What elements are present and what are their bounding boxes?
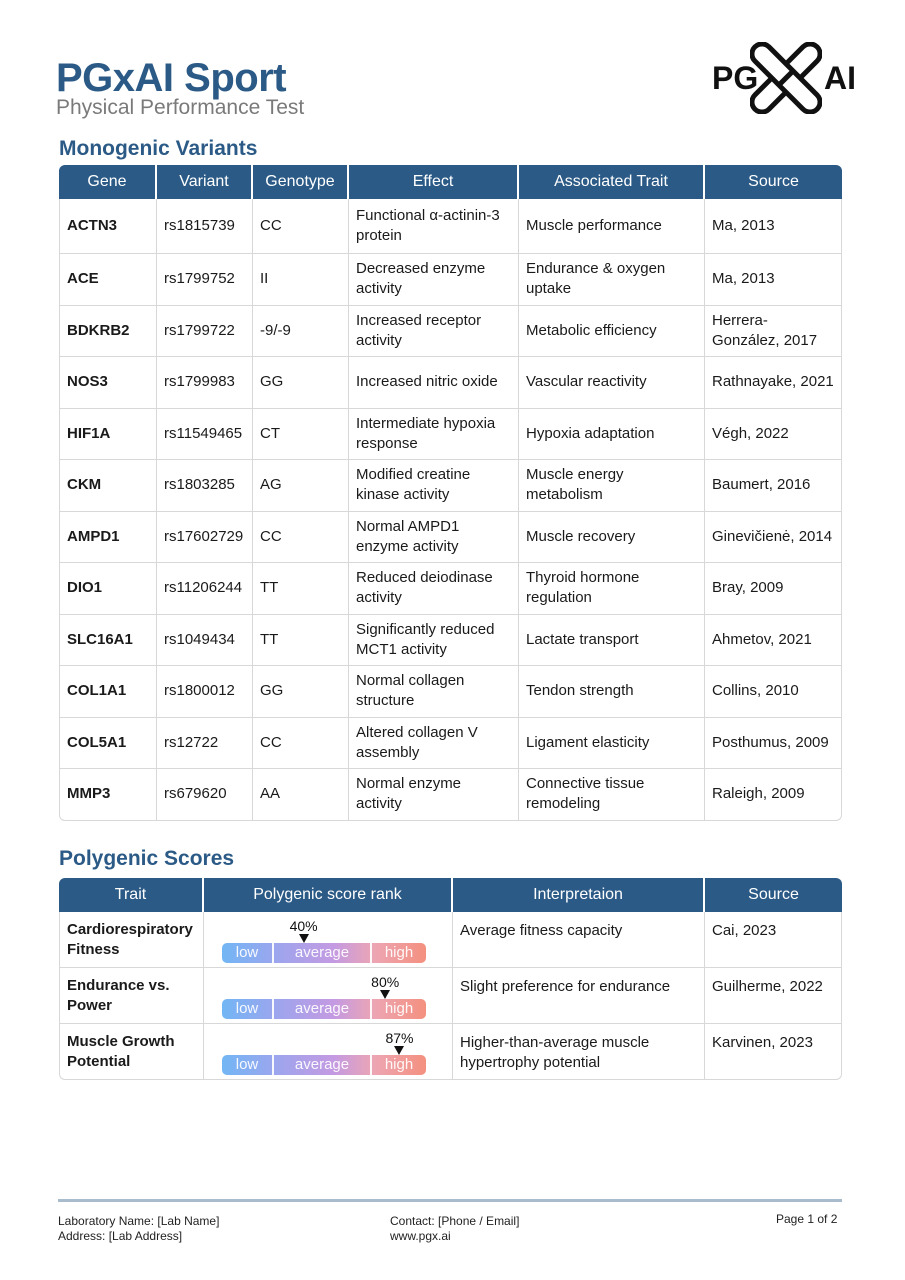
poly-trait-cell: Endurance vs. Power — [59, 968, 204, 1024]
gene-cell: ACTN3 — [59, 199, 157, 254]
gene-cell: MMP3 — [59, 769, 157, 821]
monogenic-row — [59, 199, 842, 254]
trait-cell: Endurance & oxygen uptake — [519, 254, 705, 306]
trait-cell: Connective tissue remodeling — [519, 769, 705, 821]
monogenic-row — [59, 306, 842, 358]
genotype-cell: GG — [253, 666, 349, 718]
polygenic-table — [59, 878, 842, 1080]
polygenic-row — [59, 1024, 842, 1080]
footer-address: Address: [Lab Address] — [58, 1229, 183, 1243]
footer-page-number: Page 1 of 2 — [776, 1212, 838, 1226]
col-header-poly-source: Source — [705, 878, 842, 912]
variant-cell: rs11549465 — [157, 409, 253, 461]
col-header-score-rank: Polygenic score rank — [204, 878, 453, 912]
effect-cell: Intermediate hypoxia response — [349, 409, 519, 461]
source-cell: Ma, 2013 — [705, 199, 842, 254]
scale-low-segment: low — [222, 943, 274, 963]
footer-lab-info — [58, 1214, 219, 1244]
effect-cell: Significantly reduced MCT1 activity — [349, 615, 519, 667]
interpretation-cell: Slight preference for endurance — [453, 968, 705, 1024]
col-header-effect: Effect — [349, 165, 519, 199]
monogenic-row — [59, 460, 842, 512]
score-rank-cell — [204, 968, 453, 1024]
gene-cell: CKM — [59, 460, 157, 512]
triangle-down-icon — [394, 1046, 404, 1055]
logo-pg-text: PG — [712, 60, 759, 96]
variant-cell: rs11206244 — [157, 563, 253, 615]
effect-cell: Reduced deiodinase activity — [349, 563, 519, 615]
genotype-cell: AG — [253, 460, 349, 512]
score-scale-bar — [222, 1055, 426, 1075]
gene-cell: DIO1 — [59, 563, 157, 615]
col-header-source: Source — [705, 165, 842, 199]
scale-high-segment: high — [384, 1056, 414, 1073]
genotype-cell: TT — [253, 615, 349, 667]
polygenic-row — [59, 968, 842, 1024]
monogenic-row — [59, 357, 842, 409]
variant-cell: rs17602729 — [157, 512, 253, 564]
monogenic-row — [59, 718, 842, 770]
effect-cell: Modified creatine kinase activity — [349, 460, 519, 512]
effect-cell: Increased nitric oxide — [349, 357, 519, 409]
effect-cell: Increased receptor activity — [349, 306, 519, 358]
trait-cell: Lactate transport — [519, 615, 705, 667]
trait-cell: Tendon strength — [519, 666, 705, 718]
effect-cell: Functional α-actinin-3 protein — [349, 199, 519, 254]
brand-title: PGxAI Sport — [56, 56, 287, 100]
scale-high-segment: high — [384, 1000, 414, 1017]
gene-cell: NOS3 — [59, 357, 157, 409]
monogenic-row — [59, 769, 842, 821]
scale-average-segment: average — [274, 1055, 372, 1075]
poly-trait-cell: Muscle Growth Potential — [59, 1024, 204, 1080]
score-scale-bar — [222, 999, 426, 1019]
variant-cell: rs1815739 — [157, 199, 253, 254]
col-header-variant: Variant — [157, 165, 253, 199]
effect-cell: Normal AMPD1 enzyme activity — [349, 512, 519, 564]
poly-source-cell: Karvinen, 2023 — [705, 1024, 842, 1080]
variant-cell: rs679620 — [157, 769, 253, 821]
scale-low-segment: low — [222, 1055, 274, 1075]
monogenic-row — [59, 563, 842, 615]
col-header-interpretation: Interpretaion — [453, 878, 705, 912]
gene-cell: COL1A1 — [59, 666, 157, 718]
genotype-cell: GG — [253, 357, 349, 409]
score-rank-cell — [204, 912, 453, 968]
pgxai-logo — [710, 42, 860, 114]
gene-cell: AMPD1 — [59, 512, 157, 564]
source-cell: Bray, 2009 — [705, 563, 842, 615]
polygenic-header-row — [59, 878, 842, 912]
score-scale-bar — [222, 943, 426, 963]
effect-cell: Normal enzyme activity — [349, 769, 519, 821]
footer-contact-info — [390, 1214, 519, 1244]
triangle-down-icon — [380, 990, 390, 999]
source-cell: Ginevičienė, 2014 — [705, 512, 842, 564]
genotype-cell: CC — [253, 718, 349, 770]
percentile-label: 80% — [371, 974, 400, 990]
gene-cell: ACE — [59, 254, 157, 306]
genotype-cell: CT — [253, 409, 349, 461]
monogenic-row — [59, 615, 842, 667]
gene-cell: BDKRB2 — [59, 306, 157, 358]
scale-average-segment: average — [274, 943, 372, 963]
variant-cell: rs1803285 — [157, 460, 253, 512]
trait-cell: Metabolic efficiency — [519, 306, 705, 358]
source-cell: Posthumus, 2009 — [705, 718, 842, 770]
percentile-marker — [384, 1031, 414, 1055]
poly-source-cell: Guilherme, 2022 — [705, 968, 842, 1024]
source-cell: Rathnayake, 2021 — [705, 357, 842, 409]
genotype-cell: II — [253, 254, 349, 306]
trait-cell: Hypoxia adaptation — [519, 409, 705, 461]
trait-cell: Ligament elasticity — [519, 718, 705, 770]
col-header-trait: Associated Trait — [519, 165, 705, 199]
scale-high-segment: high — [384, 944, 414, 961]
monogenic-row — [59, 512, 842, 564]
scale-average-segment: average — [274, 999, 372, 1019]
footer-lab-name: Laboratory Name: [Lab Name] — [58, 1214, 220, 1228]
brand-subtitle: Physical Performance Test — [56, 96, 305, 119]
monogenic-table — [59, 165, 842, 821]
gene-cell: COL5A1 — [59, 718, 157, 770]
triangle-down-icon — [299, 934, 309, 943]
source-cell: Ma, 2013 — [705, 254, 842, 306]
source-cell: Raleigh, 2009 — [705, 769, 842, 821]
source-cell: Baumert, 2016 — [705, 460, 842, 512]
interpretation-cell: Average fitness capacity — [453, 912, 705, 968]
percentile-marker — [370, 975, 400, 999]
percentile-label: 40% — [289, 918, 318, 934]
polygenic-row — [59, 912, 842, 968]
genotype-cell: AA — [253, 769, 349, 821]
trait-cell: Thyroid hormone regulation — [519, 563, 705, 615]
monogenic-row — [59, 254, 842, 306]
percentile-label: 87% — [385, 1030, 414, 1046]
variant-cell: rs12722 — [157, 718, 253, 770]
variant-cell: rs1800012 — [157, 666, 253, 718]
trait-cell: Muscle energy metabolism — [519, 460, 705, 512]
monogenic-header-row — [59, 165, 842, 199]
polygenic-section-title: Polygenic Scores — [59, 847, 235, 870]
logo-ai-text: AI — [824, 60, 856, 96]
source-cell: Herrera-González, 2017 — [705, 306, 842, 358]
percentile-marker — [289, 919, 319, 943]
col-header-genotype: Genotype — [253, 165, 349, 199]
capsule-x-icon — [750, 42, 822, 114]
poly-source-cell: Cai, 2023 — [705, 912, 842, 968]
col-header-poly-trait: Trait — [59, 878, 204, 912]
score-rank-cell — [204, 1024, 453, 1080]
trait-cell: Vascular reactivity — [519, 357, 705, 409]
trait-cell: Muscle recovery — [519, 512, 705, 564]
effect-cell: Decreased enzyme activity — [349, 254, 519, 306]
source-cell: Collins, 2010 — [705, 666, 842, 718]
variant-cell: rs1799983 — [157, 357, 253, 409]
variant-cell: rs1799722 — [157, 306, 253, 358]
variant-cell: rs1799752 — [157, 254, 253, 306]
effect-cell: Altered collagen V assembly — [349, 718, 519, 770]
scale-low-segment: low — [222, 999, 274, 1019]
effect-cell: Normal collagen structure — [349, 666, 519, 718]
genotype-cell: CC — [253, 199, 349, 254]
source-cell: Végh, 2022 — [705, 409, 842, 461]
genotype-cell: -9/-9 — [253, 306, 349, 358]
interpretation-cell: Higher-than-average muscle hypertrophy potential — [453, 1024, 705, 1080]
trait-cell: Muscle performance — [519, 199, 705, 254]
monogenic-section-title: Monogenic Variants — [59, 137, 258, 160]
monogenic-row — [59, 666, 842, 718]
poly-trait-cell: Cardiorespiratory Fitness — [59, 912, 204, 968]
footer-divider — [58, 1199, 842, 1202]
gene-cell: HIF1A — [59, 409, 157, 461]
genotype-cell: CC — [253, 512, 349, 564]
gene-cell: SLC16A1 — [59, 615, 157, 667]
variant-cell: rs1049434 — [157, 615, 253, 667]
footer-contact: Contact: [Phone / Email] — [390, 1214, 520, 1228]
monogenic-row — [59, 409, 842, 461]
footer-website[interactable]: www.pgx.ai — [390, 1229, 451, 1243]
genotype-cell: TT — [253, 563, 349, 615]
source-cell: Ahmetov, 2021 — [705, 615, 842, 667]
col-header-gene: Gene — [59, 165, 157, 199]
